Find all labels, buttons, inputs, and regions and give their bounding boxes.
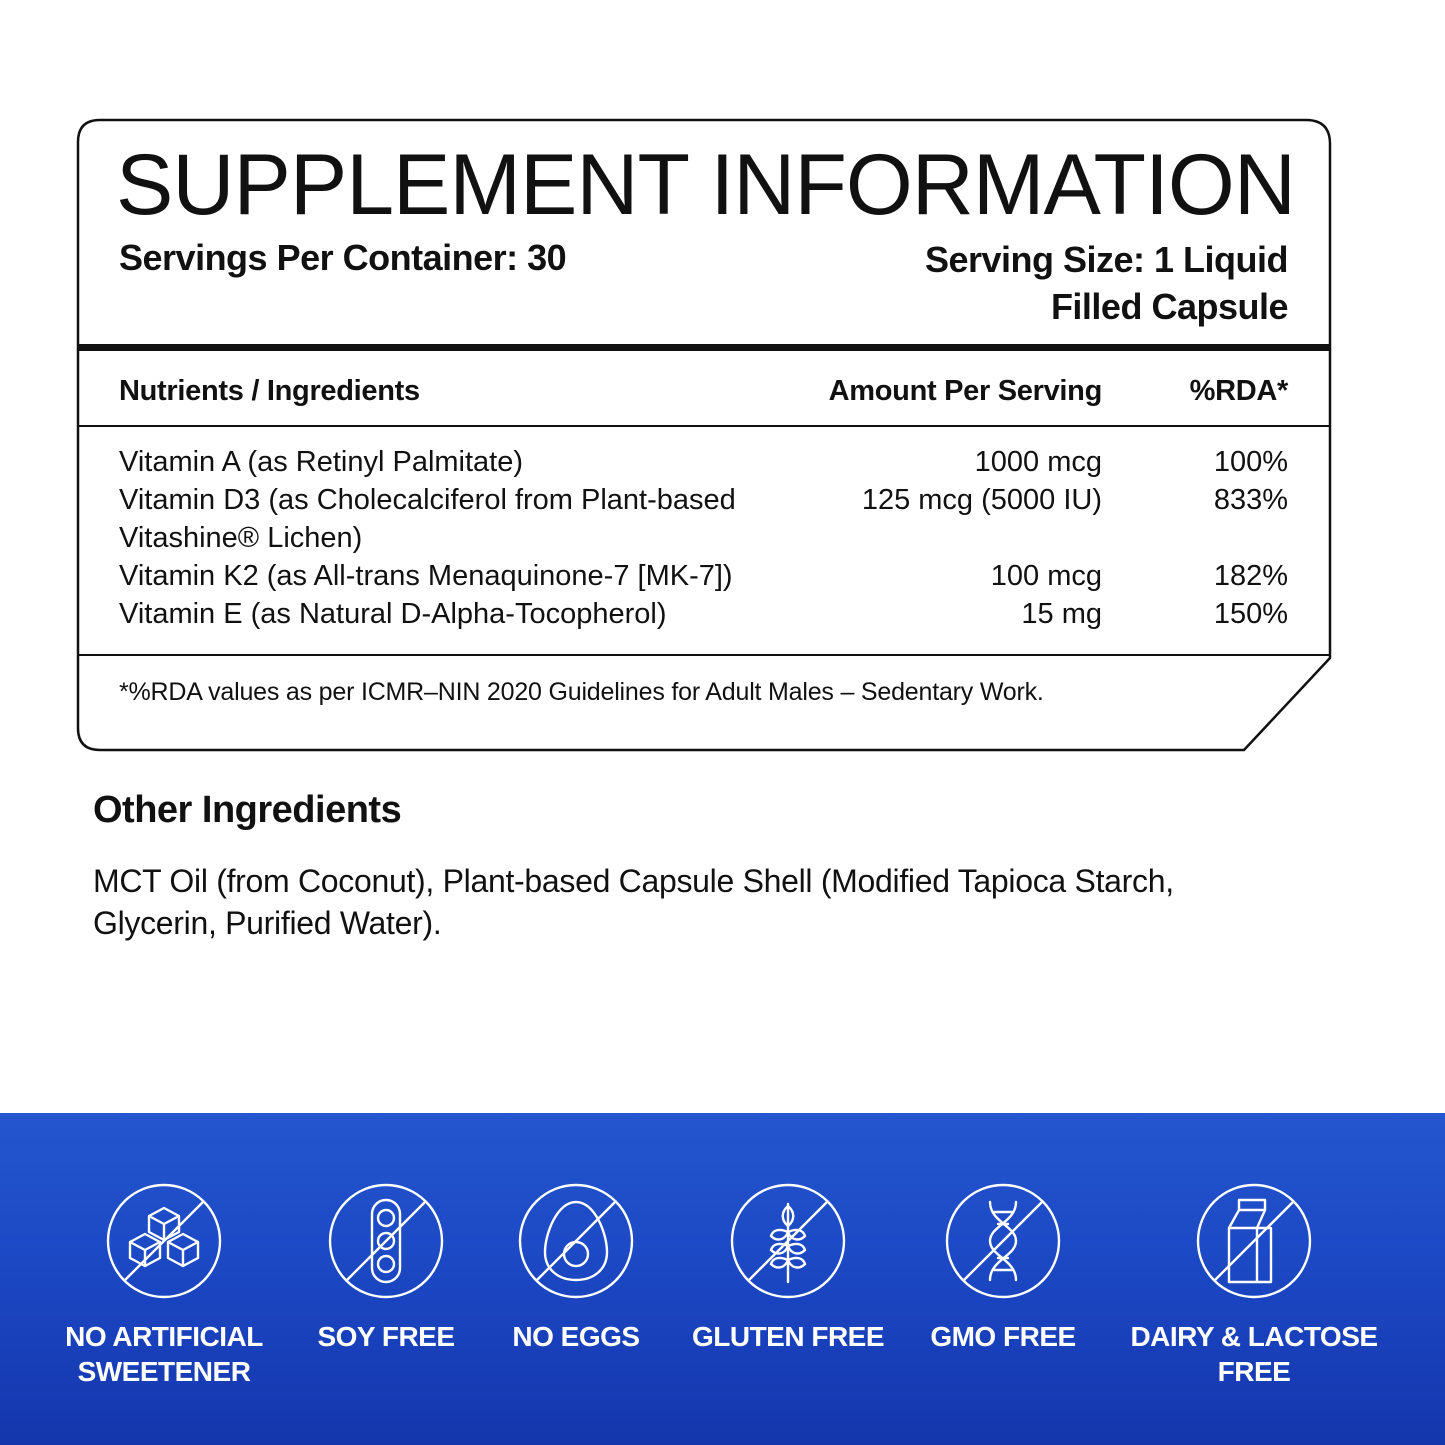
other-ingredients-title: Other Ingredients <box>93 789 402 831</box>
nutrient-amount: 100 mcg <box>990 560 1102 592</box>
table-row <box>119 443 1288 481</box>
sugar-cubes-icon <box>105 1182 223 1300</box>
badge-label: GLUTEN FREE <box>691 1321 885 1352</box>
dna-icon <box>944 1182 1062 1300</box>
nutrient-amount: 1000 mcg <box>974 446 1102 478</box>
egg-icon <box>517 1182 635 1300</box>
nutrient-amount: 125 mcg (5000 IU) <box>861 484 1102 516</box>
wheat-icon <box>729 1182 847 1300</box>
milk-carton-icon <box>1195 1182 1313 1300</box>
badge-dairy-lactose-free <box>1124 1182 1384 1389</box>
nutrient-name: Vitamin D3 (as Cholecalciferol from Plant-based Vitashine® Lichen) <box>119 484 736 554</box>
badge-gmo-free <box>873 1182 1133 1354</box>
nutrient-rda: 150% <box>1213 598 1288 630</box>
badge-label: SOY FREE <box>317 1321 455 1352</box>
badge-label: NO EGGS <box>512 1321 640 1352</box>
rda-footnote: *%RDA values as per ICMR–NIN 2020 Guidelines for Adult Males – Sedentary Work. <box>119 678 1044 706</box>
other-ingredients-text: MCT Oil (from Coconut), Plant-based Capsule Shell (Modified Tapioca Starch, Glycerin, Purified Water). <box>93 863 1174 941</box>
panel-title: SUPPLEMENT INFORMATION <box>116 137 1295 233</box>
badge-label: DAIRY & LACTOSE FREE <box>1130 1321 1378 1387</box>
header-nutrients: Nutrients / Ingredients <box>119 375 420 407</box>
badge-label: GMO FREE <box>930 1321 1076 1352</box>
nutrient-rda: 833% <box>1213 484 1288 516</box>
nutrient-name: Vitamin K2 (as All-trans Menaquinone-7 [MK-7]) <box>119 560 733 592</box>
divider-thick <box>79 344 1330 351</box>
divider-header <box>79 425 1330 427</box>
nutrient-name: Vitamin A (as Retinyl Palmitate) <box>119 446 524 478</box>
table-row <box>119 557 1288 595</box>
servings-per-container: Servings Per Container: 30 <box>119 237 567 278</box>
nutrient-table <box>119 443 1288 633</box>
header-rda: %RDA* <box>1189 375 1288 407</box>
table-row <box>119 481 1288 557</box>
badge-no-artificial-sweetener <box>34 1182 294 1389</box>
soybean-icon <box>327 1182 445 1300</box>
badge-label: NO ARTIFICIAL SWEETENER <box>65 1321 263 1387</box>
serving-size: Serving Size: 1 Liquid Filled Capsule <box>924 239 1288 327</box>
nutrient-amount: 15 mg <box>1021 598 1102 630</box>
nutrient-rda: 182% <box>1213 560 1288 592</box>
divider-footer <box>79 654 1330 656</box>
header-amount: Amount Per Serving <box>828 375 1102 407</box>
nutrient-name: Vitamin E (as Natural D-Alpha-Tocopherol) <box>119 598 667 630</box>
free-from-banner <box>0 1113 1445 1445</box>
nutrient-rda: 100% <box>1213 446 1288 478</box>
table-row <box>119 595 1288 633</box>
